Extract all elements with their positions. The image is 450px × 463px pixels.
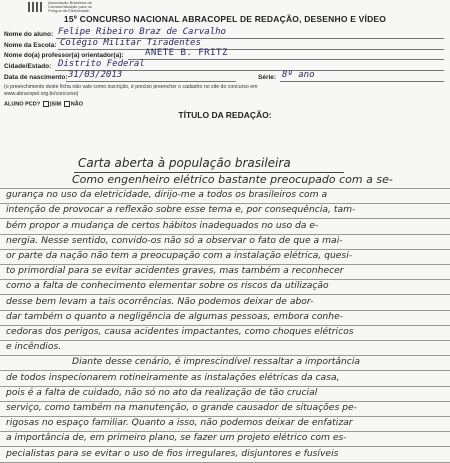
birth-label: Data de nascimento:	[4, 74, 68, 81]
essay-line: a importância de, em primeiro plano, se fazer um projeto elétrico com es-	[6, 432, 347, 444]
grade-label: Série:	[258, 74, 277, 81]
pcd-yes-checkbox[interactable]	[43, 101, 49, 107]
city-value: Distrito Federal	[58, 59, 145, 69]
pcd-no-checkbox[interactable]	[64, 101, 70, 107]
registration-note-line-1: (o preenchimento deste ficha não vale como inscrição, é preciso preencher o cadastro no site do concurso em	[4, 84, 258, 90]
logo-line-1: Associação Brasileira de	[48, 0, 92, 5]
essay-line: de todos inspecionarem rotineiramente as instalações elétricas da casa,	[6, 371, 340, 383]
pcd-yes-label: )SIM	[49, 101, 62, 108]
teacher-line	[128, 59, 444, 60]
essay-line: nergia. Nesse sentido, convido-os não só a observar o fato de que a mai-	[6, 234, 343, 246]
essay-line: desse bem levam a tais ocorrências. Não podemos deixar de abor-	[6, 295, 314, 307]
essay-line: rigosas no espaço familiar. Quanto a isso, não podemos deixar de enfatizar	[6, 417, 353, 429]
essay-line: Como engenheiro elétrico bastante preocupado com a se-	[72, 173, 393, 186]
teacher-label: Nome do(a) professor(a) orientador(a):	[4, 52, 124, 59]
logo-line-2: Conscientização para os	[48, 4, 92, 9]
grade-value: 8º ano	[282, 70, 315, 80]
essay-line: intenção de provocar a reflexão sobre esse tema e, por consequência, tam-	[6, 204, 356, 216]
grade-line	[280, 81, 444, 82]
pcd-question	[4, 101, 83, 107]
school-line	[58, 49, 444, 50]
essay-line: dar também o quanto a negligência de algumas pessoas, embora conhe-	[6, 310, 344, 322]
essay-line: serviço, como também na manutenção, o grande causador de situações pe-	[6, 402, 357, 413]
ruled-line	[0, 340, 450, 341]
teacher-value: ANETE B. FRITZ	[145, 48, 228, 58]
registration-note-line-2: www.abracopel.org.br/concurso)	[4, 91, 79, 97]
essay-line: pecialistas para se evitar o uso de fios irregulares, disjuntores e fusíveis	[6, 447, 339, 459]
logo-mark-icon	[28, 2, 44, 12]
essay-line: bém propor a mudança de certos hábitos inadequados no uso da e-	[6, 219, 319, 231]
essay-title-label: TÍTULO DA REDAÇÃO:	[178, 110, 272, 120]
school-value: Colégio Militar Tiradentes	[60, 38, 201, 48]
essay-line: gurança no uso da eletricidade, dirijo-me a todos os brasileiros com a	[6, 189, 328, 201]
essay-line: como a falta de conhecimento elementar sobre os riscos da utilização	[6, 280, 329, 292]
student-name-label: Nome do aluno:	[4, 31, 54, 38]
essay-line: cedoras dos perigos, causa acidentes impactantes, como choques elétricos	[6, 326, 354, 337]
abracopel-logo	[28, 0, 138, 14]
essay-title: Carta aberta à população brasileira	[78, 156, 291, 170]
student-name-value: Felipe Ribeiro Braz de Carvalho	[58, 27, 226, 37]
essay-line: or parte da nação não tem a preocupação com a instalação elétrica, quesi-	[6, 250, 353, 261]
birth-value: 31/03/2013	[68, 70, 123, 80]
birth-line	[66, 81, 236, 82]
ruled-line	[0, 462, 450, 463]
pcd-label: ALUNO PCD?	[4, 101, 41, 108]
contest-title: 15º CONCURSO NACIONAL ABRACOPEL DE REDAÇÃO, DESENHO E VÍDEO	[63, 14, 387, 24]
essay-line: Diante desse cenário, é imprescindível ressaltar a importância	[72, 356, 361, 368]
city-label: Cidade/Estado:	[4, 63, 52, 70]
pcd-no-label: NÃO	[70, 101, 83, 108]
school-label: Nome da Escola:	[4, 42, 57, 49]
essay-line: to primordial para se evitar acidentes graves, mas também a reconhecer	[6, 265, 344, 277]
essay-line: pois é a falta de cuidado, não só no ato da realização de tão crucial	[6, 386, 318, 398]
logo-line-3: Perigos da Eletricidade	[48, 8, 90, 13]
essay-line: e incêndios.	[6, 341, 62, 353]
